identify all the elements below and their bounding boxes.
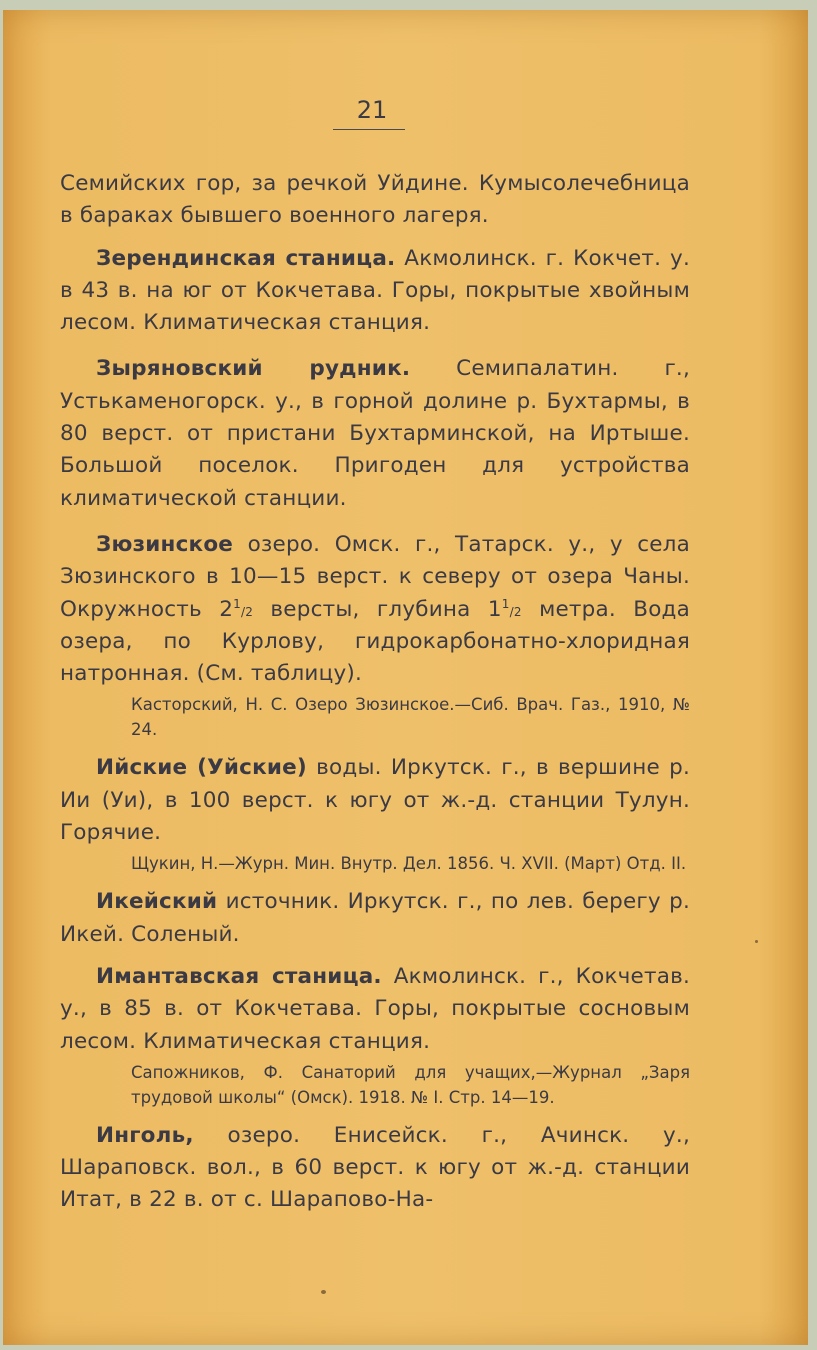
entry-reference: Щукин, Н.—Журн. Мин. Внутр. Дел. 1856. Ч. XVII. (Март) Отд. II. — [131, 854, 687, 874]
fraction-numerator: 1 — [233, 596, 241, 611]
entry-text: Акмолинск. г. Кокчет. у. в 43 в. на юг от Кокчетава. Горы, покрытые хвойным лесом. Климатическая станция. — [60, 245, 691, 336]
entry-continuation — [60, 168, 690, 233]
entry-text: метра. Вода озера, по Курлову, гидрокарбонатно-хлоридная натронная. (См. таблицу). — [60, 596, 690, 687]
fraction-denominator: /2 — [509, 604, 522, 619]
entry-zyuzinskoe — [60, 529, 690, 690]
entry-text: версты, глубина 1 — [270, 596, 502, 622]
entry-iyskie — [60, 752, 690, 849]
entry-text: Семипалатин. г., Устькаменогорск. у., в горной долине р. Бухтармы, в 80 верст. от пристани Бухтарминской, на Иртыше. Большой поселок. Пригоден для устройства климатической станции. — [60, 356, 691, 511]
entry-zyryanovsky — [60, 353, 690, 514]
entry-title: Зерендинская станица. — [96, 245, 396, 271]
entry-title: Инголь, — [96, 1122, 194, 1148]
entry-text: Акмолинск. г., Кокчетав. у., в 85 в. от Кокчетава. Горы, покрытые сосновым лесом. Климатическая станция. — [60, 963, 690, 1054]
entry-ikeysky — [60, 886, 690, 951]
book-page — [3, 10, 808, 1345]
page-content — [60, 168, 690, 1217]
paper-stain — [755, 940, 758, 943]
entry-imantavskaya — [60, 961, 690, 1058]
fraction-denominator: /2 — [240, 604, 254, 619]
page-number-rule — [333, 129, 405, 130]
entry-text: озеро. Омск. г., Татарск. у., у села Зюзинского в 10—15 верст. к северу от озера Чаны. Окружность 2 — [60, 531, 690, 622]
entry-text: озеро. Енисейск. г., Ачинск. у., Шараповск. вол., в 60 верст. к югу от ж.-д. станции Итат, в 22 в. от с. Шарапово-На- — [60, 1122, 690, 1213]
entry-reference: Сапожников, Ф. Санаторий для учащих,—Журнал „Заря трудовой школы“ (Омск). 1918. № I. Стр. 14—19. — [131, 1062, 690, 1107]
entry-text: воды. Иркутск. г., в вершине р. Ии (Уи), в 100 верст. к югу от ж.-д. станции Тулун. Горячие. — [60, 755, 690, 846]
entry-reference: Касторский, Н. С. Озеро Зюзинское.—Сиб. Врач. Газ., 1910, № 24. — [131, 695, 690, 740]
entry-title: Икейский — [96, 889, 218, 915]
entry-title: Зыряновский рудник. — [96, 356, 411, 382]
paper-stain — [321, 1290, 326, 1294]
entry-text: источник. Иркутск. г., по лев. берегу р. Икей. Соленый. — [60, 889, 690, 947]
entry-title: Зюзинское — [96, 531, 234, 557]
fraction-numerator: 1 — [501, 596, 510, 611]
page-number: 21 — [356, 96, 388, 124]
entry-ingol — [60, 1120, 690, 1217]
entry-text: Семийских гор, за речкой Уйдине. Кумысолечебница в бараках бывшего военного лагеря. — [60, 171, 690, 229]
entry-title: Имантавская станица. — [96, 963, 382, 989]
entry-zerendinskaya — [60, 243, 690, 340]
entry-title: Ийские (Уйские) — [96, 755, 307, 781]
